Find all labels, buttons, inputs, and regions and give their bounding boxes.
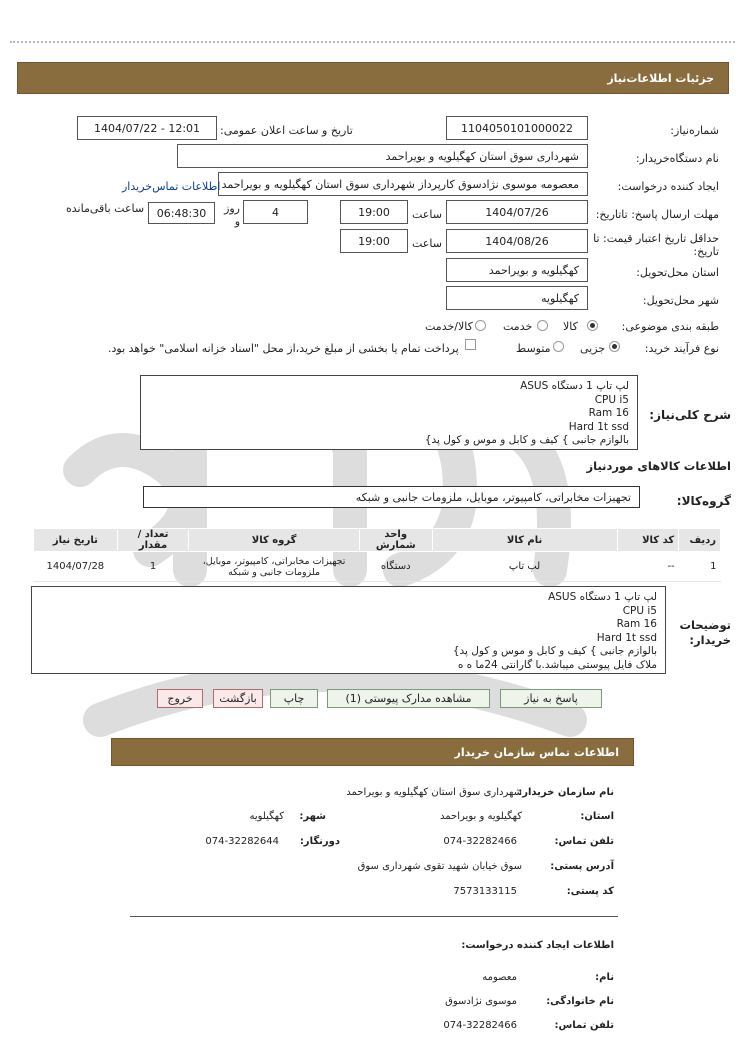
th-code: کد کالا: [617, 529, 679, 552]
notes-line: بالوازم جانبی } کیف و کابل و موس و کول پد}: [452, 645, 657, 657]
address-label: آدرس پستی:: [550, 861, 614, 872]
validity-time-label: ساعت: [412, 237, 442, 250]
city-contact-value: کهگیلویه: [249, 811, 284, 822]
goods-group-label: گروه‌کالا:: [676, 494, 731, 508]
cell-name: لپ تاپ: [432, 552, 617, 582]
address-value: سوق خیابان شهید تقوی شهرداری سوق: [357, 861, 522, 872]
payment-checkbox[interactable]: [465, 339, 476, 350]
postal-label: کد پستی:: [566, 886, 614, 897]
description-line: لپ تاپ 1 دستگاه ASUS: [520, 380, 629, 392]
th-row: ردیف: [679, 529, 721, 552]
buyer-org-label: نام دستگاه‌خریدار:: [635, 152, 719, 165]
remaining-label: ساعت باقی‌مانده: [66, 202, 145, 215]
validity-date-field: 1404/08/26: [446, 229, 588, 253]
contact-header: [111, 738, 634, 766]
print-button[interactable]: چاپ: [270, 689, 318, 708]
table-row: [34, 552, 721, 582]
fax-label: دورنگار:: [299, 836, 340, 847]
buyer-org-field: شهرداری سوق استان کهگیلویه و بویراحمد: [177, 144, 588, 168]
validity-time-field: 19:00: [340, 229, 408, 253]
category-option-goods: کالا: [563, 320, 578, 333]
table-header-row: [34, 529, 721, 552]
cell-group: تجهیزات مخابراتی، کامپیوتر، موبایل، ملزومات جانبی و شبکه: [189, 552, 360, 582]
top-divider: [10, 41, 735, 43]
category-radio-both[interactable]: [475, 320, 486, 331]
th-name: نام کالا: [432, 529, 617, 552]
creator-field: معصومه موسوی نژادسوق کارپرداز شهرداری سوق استان کهگیلویه و بویراحمد: [218, 172, 588, 196]
th-date: تاریخ نیاز: [34, 529, 118, 552]
cell-row: 1: [679, 552, 721, 582]
notes-line: ملاک فایل پیوستی میباشد.با گارانتی 24ما ه ه: [457, 658, 657, 671]
process-radio-minor[interactable]: [609, 341, 620, 352]
process-label: نوع فرآیند خرید:: [644, 342, 719, 355]
need-number-field: 1104050101000022: [446, 116, 588, 140]
days-field: 4: [243, 200, 308, 224]
deadline-time-field: 19:00: [340, 200, 408, 224]
notes-line: Hard 1t ssd: [596, 631, 657, 644]
exit-button[interactable]: خروج: [157, 689, 203, 708]
name-label: نام:: [595, 972, 614, 983]
phone-value: 074-32282466: [443, 836, 517, 847]
creator-phone-value: 074-32282466: [443, 1020, 517, 1031]
fax-value: 074-32282644: [205, 836, 279, 847]
description-line: بالوازم جانبی } کیف و کابل و موس و کول پد}: [424, 434, 629, 446]
goods-info-title: اطلاعات کالاهای موردنیاز: [586, 459, 731, 473]
city-label: شهر محل‌تحویل:: [642, 294, 719, 307]
category-label: طبقه بندی موضوعی:: [621, 320, 719, 333]
deadline-time-label: ساعت: [412, 208, 442, 221]
notes-line: لپ تاپ 1 دستگاه ASUS: [548, 591, 657, 603]
postal-value: 7573133115: [453, 886, 517, 897]
payment-note: پرداخت تمام یا بخشی از مبلغ خرید،از محل "اسناد خزانه اسلامی" خواهد بود.: [108, 342, 459, 355]
city-field: کهگیلویه: [446, 286, 588, 310]
remaining-time-field: 06:48:30: [148, 202, 215, 224]
goods-group-field: تجهیزات مخابراتی، کامپیوتر، موبایل، ملزومات جانبی و شبکه: [143, 486, 640, 508]
description-box: [140, 375, 638, 450]
province-contact-value: کهگیلویه و بویراحمد: [440, 811, 522, 822]
province-field: کهگیلویه و بویراحمد: [446, 258, 588, 282]
cell-qty: 1: [117, 552, 189, 582]
province-label: استان محل‌تحویل:: [636, 266, 719, 279]
process-radio-medium[interactable]: [553, 341, 564, 352]
notes-line: CPU i5: [622, 604, 657, 617]
org-label: نام سازمان خریدار:: [518, 787, 614, 798]
cell-date: 1404/07/28: [34, 552, 118, 582]
cell-unit: دستگاه: [359, 552, 432, 582]
announce-label: تاریخ و ساعت اعلان عمومی:: [220, 124, 353, 137]
back-button[interactable]: بازگشت: [213, 689, 263, 708]
contact-title: اطلاعات تماس سازمان خریدار: [454, 745, 619, 759]
contact-divider: [130, 916, 618, 917]
category-option-both: کالا/خدمت: [425, 320, 473, 333]
reply-button[interactable]: پاسخ به نیاز: [500, 689, 602, 708]
family-label: نام خانوادگی:: [546, 996, 614, 1007]
org-value: شهرداری سوق استان کهگیلویه و بویراحمد: [346, 787, 522, 798]
description-label: شرح کلی‌نیاز:: [649, 408, 731, 422]
th-unit: واحد شمارش: [359, 529, 432, 552]
process-option-minor: جزیی: [580, 342, 606, 355]
province-contact-label: استان:: [580, 811, 614, 822]
description-line: Hard 1t ssd: [568, 420, 629, 433]
page-title: جزئیات اطلاعات‌نیاز: [607, 71, 714, 85]
family-value: موسوی نژادسوق: [445, 996, 517, 1007]
buyer-contact-link[interactable]: اطلاعات تماس‌خریدار: [122, 180, 221, 193]
description-line: Ram 16: [588, 407, 629, 419]
category-radio-service[interactable]: [537, 320, 548, 331]
phone-label: تلفن تماس:: [554, 836, 614, 847]
name-value: معصومه: [482, 972, 517, 983]
creator-info-title: اطلاعات ایجاد کننده درخواست:: [461, 940, 614, 951]
creator-phone-label: تلفن تماس:: [554, 1020, 614, 1031]
page-header: [17, 62, 729, 94]
notes-line: Ram 16: [616, 618, 657, 630]
category-option-service: خدمت: [503, 320, 533, 333]
announce-field: 1404/07/22 - 12:01: [77, 116, 217, 140]
city-contact-label: شهر:: [299, 811, 326, 822]
description-line: CPU i5: [594, 393, 629, 406]
th-qty: تعداد / مقدار: [117, 529, 189, 552]
category-radio-goods[interactable]: [587, 320, 598, 331]
cell-code: --: [617, 552, 679, 582]
buyer-notes-box: [31, 586, 666, 674]
deadline-label: مهلت ارسال پاسخ: تاتاریخ:: [595, 208, 719, 221]
attachments-button[interactable]: مشاهده مدارک پیوستی (1): [327, 689, 490, 708]
buyer-notes-label: توضیحات خریدار:: [679, 618, 731, 647]
days-label: روز و: [224, 202, 240, 228]
items-table: [33, 528, 721, 582]
th-group: گروه کالا: [189, 529, 360, 552]
deadline-date-field: 1404/07/26: [446, 200, 588, 224]
creator-label: ایجاد کننده درخواست:: [617, 180, 719, 193]
need-number-label: شماره‌نیاز:: [670, 124, 719, 137]
process-option-medium: متوسط: [516, 342, 551, 355]
validity-label: حداقل تاریخ اعتبار قیمت: تا تاریخ:: [593, 232, 719, 258]
